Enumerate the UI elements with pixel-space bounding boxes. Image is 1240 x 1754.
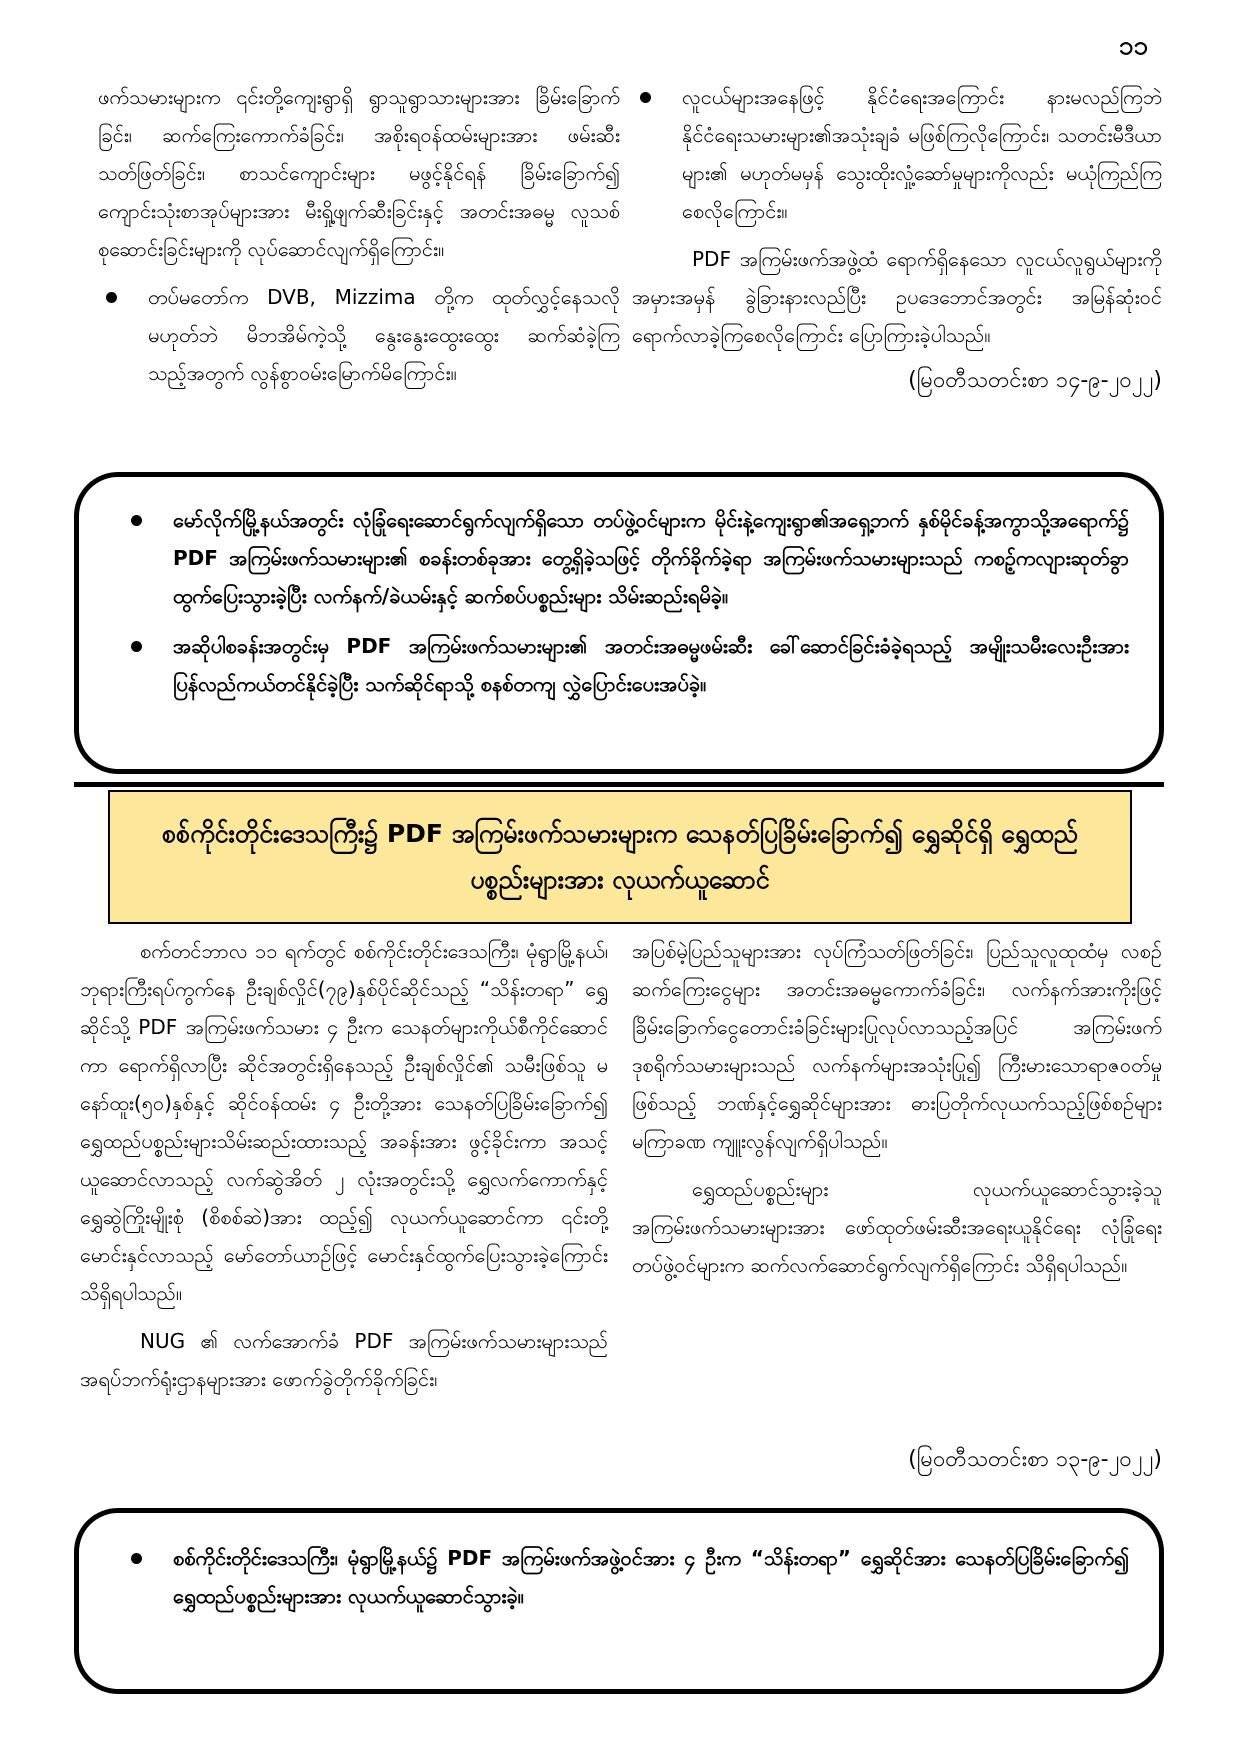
bullet-icon: [640, 92, 651, 103]
list-item: [632, 78, 1162, 230]
page-number: ၁၁: [1118, 31, 1148, 61]
article-source-citation: (မြဝတီသတင်းစာ ၁၃-၉-၂၀၂၂): [908, 1447, 1162, 1472]
article-paragraph: စက်တင်ဘာလ ၁၁ ရက်တွင် စစ်ကိုင်းတိုင်းဒေသကြီး၊ မုံရွာမြို့နယ်၊ ဘုရားကြီးရပ်ကွက်နေ ဦးချစ်လှိုင်(၇၉)နှစ်ပိုင်ဆိုင်သည့် “သိန်းတရာ” ရွှေဆိုင်သို့ PDF အကြမ်းဖက်သမား ၄ ဦးက သေနတ်များကိုယ်စီကိုင်ဆောင်ကာ ရောက်ရှိလာပြီး ဆိုင်အတွင်းရှိနေသည့် ဦးချစ်လှိုင်၏ သမီးဖြစ်သူ မနော်ထူး(၅၀)နှစ်နှင့် ဆိုင်ဝန်ထမ်း ၄ ဦးတို့အား သေနတ်ပြခြိမ်းခြောက်၍ ရွှေထည်ပစ္စည်းများသိမ်းဆည်းထားသည့် အခန်းအား ဖွင့်ခိုင်းကာ အသင့်ယူဆောင်လာသည့် လက်ဆွဲအိတ် ၂ လုံးအတွင်းသို့ ရွှေလက်ကောက်နှင့် ရွှေဆွဲကြိုးမျိုးစုံ (စိစစ်ဆဲ)အား ထည့်၍ လုယက်ယူဆောင်ကာ ၎င်းတို့မောင်းနှင်လာသည့် မော်တော်ယာဉ်ဖြင့် မောင်းနှင်ထွက်ပြေးသွားခဲ့ကြောင်း သိရှိရပါသည်။: [80, 939, 608, 1305]
top-right-column: [632, 78, 1162, 400]
bullet-text: မော်လိုက်မြို့နယ်အတွင်း လုံခြုံရေးဆောင်ရွက်လျက်ရှိသော တပ်ဖွဲ့ဝင်များက မိုင်းနဲ့ကျေးရွာ၏အရှေ့ဘက် နှစ်မိုင်ခန့်အကွာသို့အရောက်၌ PDF အကြမ်းဖက်သမားများ၏ စခန်းတစ်ခုအား တွေ့ရှိခဲ့သဖြင့် တိုက်ခိုက်ခဲ့ရာ အကြမ်းဖက်သမားများသည် ကစဉ့်ကလျားဆုတ်ခွာ ထွက်ပြေးသွားခဲ့ပြီး လက်နက်/ခဲယမ်းနှင့် ဆက်စပ်ပစ္စည်းများ သိမ်းဆည်းရမိခဲ့။: [173, 508, 1129, 608]
article-paragraph: ရွှေထည်ပစ္စည်းများ လုယက်ယူဆောင်သွားခဲ့သူ အကြမ်းဖက်သမားများအား ဖော်ထုတ်ဖမ်းဆီးအရေးယူနိုင်ရေး လုံခြုံရေးတပ်ဖွဲ့ဝင်များက ဆက်လက်ဆောင်ရွက်လျက်ရှိကြောင်း သိရှိရပါသည်။: [632, 1177, 1162, 1277]
article-headline: စစ်ကိုင်းတိုင်းဒေသကြီး၌ PDF အကြမ်းဖက်သမားများက သေနတ်ပြခြိမ်းခြောက်၍ ရွှေဆိုင်ရှိ ရွှေထည်ပစ္စည်းများအား လုယက်ယူဆောင်: [108, 790, 1132, 924]
bullet-icon: [131, 641, 142, 652]
closing-paragraph: PDF အကြမ်းဖက်အဖွဲ့ထံ ရောက်ရှိနေသော လူငယ်လူရွယ်များကို အမှားအမှန် ခွဲခြားနားလည်ပြီး ဥပဒေဘောင်အတွင်း အမြန်ဆုံးဝင်ရောက်လာခဲ့ကြစေလိုကြောင်း ပြောကြားခဲ့ပါသည်။: [632, 247, 1162, 347]
source-citation: (မြဝတီသတင်းစာ ၁၄-၉-၂၀၂၂): [908, 368, 1162, 393]
top-right-bullets: [632, 78, 1162, 230]
bullet-text: အဆိုပါစခန်းအတွင်းမှ PDF အကြမ်းဖက်သမားများ၏ အတင်းအဓမ္မဖမ်းဆီး ခေါ်ဆောင်ခြင်းခံခဲ့ရသည့် အမျိုးသမီးလေးဦးအား ပြန်လည်ကယ်တင်နိုင်ခဲ့ပြီး သက်ဆိုင်ရာသို့ စနစ်တကျ လွှဲပြောင်းပေးအပ်ခဲ့။: [173, 634, 1129, 696]
bullet-icon: [131, 1553, 142, 1564]
bullet-text: စစ်ကိုင်းတိုင်းဒေသကြီး၊ မုံရွာမြို့နယ်၌ PDF အကြမ်းဖက်အဖွဲ့ဝင်အား ၄ ဦးက “သိန်းတရာ” ရွှေဆိုင်အား သေနတ်ပြခြိမ်းခြောက်၍ ရွှေထည်ပစ္စည်းများအား လုယက်ယူဆောင်သွားခဲ့။: [173, 1546, 1129, 1608]
list-item: [123, 627, 1129, 703]
article-paragraph: အပြစ်မဲ့ပြည်သူများအား လုပ်ကြံသတ်ဖြတ်ခြင်း၊ ပြည်သူလူထုထံမှ လစဉ်ဆက်ကြေးငွေများ အတင်းအဓမ္မကောက်ခံခြင်း၊ လက်နက်အားကိုးဖြင့် ခြိမ်းခြောက်ငွေတောင်းခံခြင်းများပြုလုပ်လာသည့်အပြင် အကြမ်းဖက်ဒုစရိုက်သမားများသည် လက်နက်များအသုံးပြု၍ ကြီးမားသောရာဇဝတ်မှုဖြစ်သည့် ဘဏ်နှင့်ရွှေဆိုင်များအား ဓားပြတိုက်လုယက်သည့်ဖြစ်စဉ်များ မကြာခဏ ကျူးလွန်လျက်ရှိပါသည်။: [632, 939, 1162, 1153]
bullet-text: တပ်မတော်က DVB, Mizzima တို့က ထုတ်လွှင့်နေသလို မဟုတ်ဘဲ မိဘအိမ်ကဲ့သို့ နွေးနွေးထွေးထွေး ဆက်ဆံခဲ့ကြသည့်အတွက် လွန်စွာဝမ်းမြောက်မိကြောင်း။: [148, 285, 620, 385]
list-item: [98, 278, 620, 392]
top-left-bullets: [98, 278, 620, 392]
article-left-column: [80, 932, 608, 1398]
summary-box-bottom: [74, 1508, 1164, 1694]
section-divider: [74, 782, 1164, 787]
top-left-column: [98, 78, 620, 402]
list-item: [123, 501, 1129, 615]
summary-box: [74, 472, 1164, 774]
summary-bullets: [123, 1539, 1129, 1615]
bullet-icon: [106, 292, 117, 303]
continuation-paragraph: ဖက်သမားများက ၎င်းတို့ကျေးရွာရှိ ရွာသူရွာသားများအား ခြိမ်းခြောက်ခြင်း၊ ဆက်ကြေးကောက်ခံခြင်း၊ အစိုးရဝန်ထမ်းများအား ဖမ်းဆီးသတ်ဖြတ်ခြင်း၊ စာသင်ကျောင်းများ မဖွင့်နိုင်ရန် ခြိမ်းခြောက်၍ ကျောင်းသုံးစာအုပ်များအား မီးရှို့ဖျက်ဆီးခြင်းနှင့် အတင်းအဓမ္မ လူသစ်စုဆောင်းခြင်းများကို လုပ်ဆောင်လျက်ရှိကြောင်း။: [98, 85, 620, 261]
list-item: [123, 1539, 1129, 1615]
summary-bullets: [123, 501, 1129, 703]
article-right-column: [632, 932, 1162, 1284]
bullet-text: လူငယ်များအနေဖြင့် နိုင်ငံရေးအကြောင်း နားမလည်ကြဘဲ နိုင်ငံရေးသမားများ၏အသုံးချခံ မဖြစ်ကြလိုကြောင်း၊ သတင်းမီဒီယာများ၏ မဟုတ်မမှန် သွေးထိုးလှုံ့ဆော်မှုများကိုလည်း မယုံကြည်ကြစေလိုကြောင်း။: [682, 85, 1162, 223]
article-paragraph: NUG ၏ လက်အောက်ခံ PDF အကြမ်းဖက်သမားများသည် အရပ်ဘက်ရုံးဌာနများအား ဖောက်ခွဲတိုက်ခိုက်ခြင်း၊: [80, 1329, 608, 1391]
bullet-icon: [131, 515, 142, 526]
